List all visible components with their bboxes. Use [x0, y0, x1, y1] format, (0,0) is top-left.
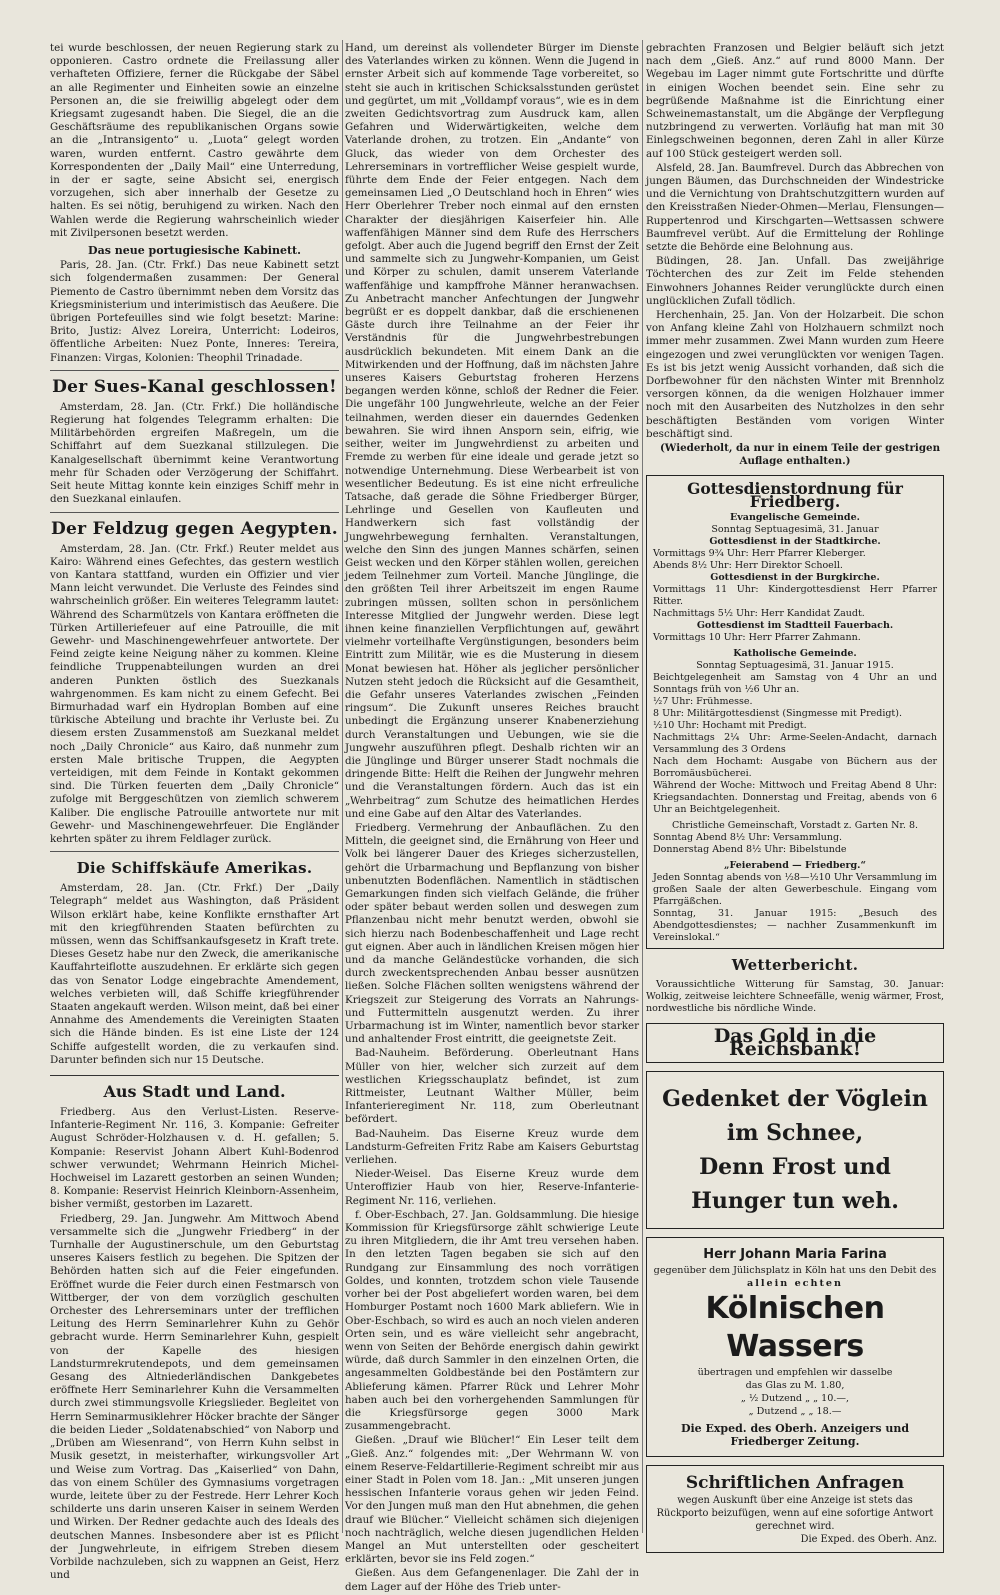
church-date: Sonntag Septuagesimä, 31. Januar — [711, 523, 879, 535]
column-1 — [50, 42, 339, 1583]
divider — [50, 370, 339, 371]
article-text: Amsterdam, 28. Jan. (Ctr. Frkf.) Der „Daily Telegraph“ meldet aus Washington, daß Präsident Wilson erklärt habe, keine Konflikte ernsthafter Art mit den kriegführenden Staaten befürchten zu müssen, wenn das Schiffsankaufsgesetz in Kraft trete. Dieses Gesetz habe nur den Zweck, die amerikanische Kauffahrteiflotte auszudehnen. Er erklärte sich gegen das von Senator Lodge eingebrachte Amendement, welches verbieten will, daß Schiffe kriegführender Staaten angekauft werden. Wilson meint, daß bei einer Annahme des Amendements die Vereinigten Staaten sich die Hände binden. Es ist eine Liste der 124 Schiffe aufgestellt worden, die zu verkaufen sind. Darunter befinden sich nur 15 Deutsche. — [50, 882, 339, 1066]
church-line: Nachmittags 5½ Uhr: Herr Kandidat Zaudt. — [653, 607, 865, 619]
article-text: Nieder-Weisel. Das Eiserne Kreuz wurde dem Unteroffizier Haub von hier, Reserve-Infanterie-Regiment Nr. 116, verliehen. — [345, 1168, 639, 1207]
church-date: Sonntag Septuagesimä, 31. Januar 1915. — [696, 659, 894, 671]
inquiry-notice — [646, 1465, 944, 1553]
weather-heading: Wetterbericht. — [731, 955, 859, 974]
church-subhead: Evangelische Gemeinde. — [730, 511, 860, 523]
column-rule — [642, 40, 643, 1533]
church-subhead: Gottesdienst in der Burgkirche. — [710, 571, 880, 583]
church-line: Vormittags 10 Uhr: Herr Pfarrer Zahmann. — [653, 631, 861, 643]
church-line: Sonntag, 31. Januar 1915: „Besuch des Abendgottesdienstes; — nachher Zusammenkunft im Vereinslokal.“ — [653, 907, 937, 943]
church-subhead: Gottesdienst im Stadtteil Fauerbach. — [696, 619, 894, 631]
church-line: Sonntag Abend 8½ Uhr: Versammlung. — [653, 831, 843, 843]
article-text: tei wurde beschlossen, der neuen Regierung stark zu opponieren. Castro ordnete die Freilassung aller verhafteten Offiziere, ferner die Rückgabe der Säbel an alle Regimenter und Einheiten sowie an einzelne Personen an, die sie freiwillig abgelegt oder dem Kriegsamt zugesandt haben. Die Siegel, die an die Geschäftsräume des republikanischen Organs sowie an die „Intransigento“ u. „Luota“ gelegt worden waren, wurden entfernt. Castro gewährte dem Korrespondenten der „Daily Mail“ eine Unterredung, in der er sagte, seine Absicht sei, energisch vorzugehen, sich aber innerhalb der Gesetze zu halten. Es sei nötig, beruhigend zu wirken. Nach den Wahlen werde die Regierung wahrscheinlich wieder mit Zivilpersonen besetzt werden. — [50, 42, 339, 239]
weather-text: Voraussichtliche Witterung für Samstag, 30. Januar: Wolkig, zeitweise leichtere Schneefälle, wenig wärmer, Frost, nordwestliche bis nördliche Winde. — [646, 978, 944, 1014]
column-2 — [345, 42, 639, 1595]
article-text: Friedberg. Vermehrung der Anbauflächen. Zu den Mitteln, die geeignet sind, die Ernährung von Heer und Volk bei längerer Dauer des Krieges sicherzustellen, gehört die Urbarmachung und Bepflanzung von bisher unbenutzten Bodenflächen. Namentlich in städtischen Gemarkungen finden sich vielfach Gelände, die früher oder später bebaut werden sollen und deswegen zum Pflanzenbau nicht mehr benutzt werden, obwohl sie sich hierzu nach Bodenbeschaffenheit und Lage recht gut eignen. Aber auch in ländlichen Kreisen mögen hier und da manche Geländestücke vorhanden, die sich durch zweckentsprechenden Anbau besser ausnützen ließen. Solche Flächen sollten wenigstens während der Kriegszeit zur Steigerung des Vorrats an Nahrungs- und Futtermitteln ausgenutzt werden. Zu ihrer Urbarmachung ist im Winter, namentlich bevor starker und anhaltender Frost eintritt, die geeignetste Zeit. — [345, 821, 639, 1046]
church-line: Nach dem Hochamt: Ausgabe von Büchern aus der Borromäusbücherei. — [653, 755, 937, 779]
birds-line: Denn Frost und Hunger tun weh. — [691, 1154, 899, 1215]
article-text: Büdingen, 28. Jan. Unfall. Das zweijährige Töchterchen des zur Zeit im Felde stehenden Einwohners Johannes Reider verunglückte durch einen unglücklichen Zufall tödlich. — [646, 255, 944, 307]
church-line: ½7 Uhr: Frühmesse. — [653, 695, 753, 707]
article-heading: Der Feldzug gegen Aegypten. — [51, 518, 338, 539]
divider — [50, 512, 339, 513]
article-text: Gießen. Aus dem Gefangenenlager. Die Zahl der in dem Lager auf der Höhe des Trieb unter- — [345, 1567, 639, 1593]
church-title: Gottesdienstordnung für Friedberg. — [687, 478, 903, 511]
church-line: Abends 8½ Uhr: Herr Direktor Schoell. — [653, 559, 843, 571]
article-heading: Der Sues-Kanal geschlossen! — [52, 376, 337, 397]
article-text: Friedberg. Aus den Verlust-Listen. Reserve-Infanterie-Regiment Nr. 116, 3. Kompanie: Gefreiter August Schröder-Holzhausen v. d. H. gefallen; 5. Kompanie: Reservist Johann Albert Kuhl-Bodenrod schwer verwundet; Wehrmann Heinrich Michel-Hochweisel im Lazarett gestorben an seinen Wunden; 8. Kompanie: Reservist Heinrich Kleinborn-Assenheim, bisher vermißt, gestorben im Lazarett. — [50, 1106, 339, 1211]
advert-line: übertragen und empfehlen wir dasselbe — [697, 1367, 893, 1379]
church-line: Donnerstag Abend 8½ Uhr: Bibelstunde — [653, 843, 847, 855]
church-subhead: Gottesdienst in der Stadtkirche. — [709, 535, 881, 547]
price-line: „ Dutzend „ „ 18.— — [748, 1406, 842, 1418]
farina-advert — [646, 1237, 944, 1457]
advert-name: Herr Johann Maria Farina — [703, 1247, 887, 1263]
article-text: Friedberg, 29. Jan. Jungwehr. Am Mittwoch Abend versammelte sich die „Jungwehr Friedberg“ in der Turnhalle der Augustinerschule, um den Geburtstag unseres Kaisers festlich zu begehen. Die Spitzen der Behörden hatten sich auf die Feier eingefunden. Eröffnet wurde die Feier durch einen Festmarsch von Wittberger, der von dem vorzüglich geschulten Orchester des Lehrerseminars unter der trefflichen Leitung des Herrn Seminarlehrer Kuhn zu Gehör gebracht wurde. Herrn Seminarlehrer Kuhn, gespielt von der Kapelle des hiesigen Landsturmrekrutendepots, und dem gemeinsamen Gesang des Altniederländischen Dankgebetes eröffnete Herr Seminarlehrer Kuhn die Versammelten durch zwei stimmungsvolle Kriegslieder. Begleitet von Herrn Seminarmusiklehrer Höcker brachte der Sänger die beiden Lieder „Soldatenabschied“ von Naborp und „Drüben am Wiesenrand“, von Herrn Kuhn selbst in Musik gesetzt, in meisterhafter, wirkungsvoller Art und Weise zum Vortrag. Das „Kaiserlied“ von Dahn, das von einem Schüler des Gymnasiums vorgetragen wurde, leitete über zu der Festrede. Herr Lehrer Koch schilderte uns darin unseren Kaiser in seinem Werden und Wirken. Der Redner gedachte auch des Ideals des deutschen Mannes. Insbesondere aber ist es Pflicht der Jungwehrleute, in eifrigem Streben diesem Vorbilde nachzuleben, sich zu wappnen an Geist, Herz und — [50, 1212, 339, 1582]
inquiry-title: Schriftlichen Anfragen — [685, 1473, 905, 1494]
birds-advert — [646, 1071, 944, 1229]
church-line: Vormittags 9¾ Uhr: Herr Pfarrer Kleberger. — [653, 547, 866, 559]
inquiry-text: wegen Auskunft über eine Anzeige ist stets das Rückporto beizufügen, wenn auf eine sofortige Antwort gerechnet wird. — [656, 1495, 934, 1533]
article-text: Bad-Nauheim. Beförderung. Oberleutnant Hans Müller von hier, welcher sich zurzeit auf dem westlichen Kriegsschauplatz befindet, ist zum Rittmeister, Leutnant Walther Müller, beim Infanterieregiment Nr. 118, zum Oberleutnant befördert. — [345, 1047, 639, 1126]
church-line: ½10 Uhr: Hochamt mit Predigt. — [653, 719, 807, 731]
article-heading: Die Schiffskäufe Amerikas. — [76, 859, 313, 878]
gold-advert: Das Gold in die Reichsbank! — [646, 1023, 944, 1063]
article-heading: Das neue portugiesische Kabinett. — [88, 244, 301, 258]
advert-line: allein echten — [747, 1278, 843, 1290]
inquiry-sign: Die Exped. des Oberh. Anz. — [800, 1534, 937, 1546]
church-line: Jeden Sonntag abends von ½8—½10 Uhr Versammlung im großen Saale der alten Gewerbeschule. Eingang vom Pfarrgäßchen. — [653, 871, 937, 907]
church-line: Vormittags 11 Uhr: Kindergottesdienst Herr Pfarrer Ritter. — [653, 583, 937, 607]
article-text: Bad-Nauheim. Das Eiserne Kreuz wurde dem Landsturm-Gefreiten Fritz Rabe am Kaisers Geburtstag verliehen. — [345, 1127, 639, 1167]
article-text: Gießen. „Drauf wie Blücher!“ Ein Leser teilt dem „Gieß. Anz.“ folgendes mit: „Der Wehrmann W. von einem Reserve-Feldartillerie-Regiment schreibt mir aus einer Stadt in Polen vom 18. Jan.: „Mit unseren jungen hessischen Infanterie voraus gehen wir jeden Feind. Vor den Jungen muß man den Hut abnehmen, die gehen drauf wie Blücher.“ Vielleicht schämen sich diejenigen noch nachträglich, welche diesen jugendlichen Helden Mangel an Mut unterstellten oder gescheitert erklärten, bevor sie ins Feld zogen.“ — [345, 1434, 639, 1566]
article-text: gebrachten Franzosen und Belgier beläuft sich jetzt nach dem „Gieß. Anz.“ auf rund 8000 Mann. Der Wegebau im Lager nimmt gute Fortschritte und dürfte in einigen Wochen beendet sein. Eine sehr zu begrüßende Maßnahme ist die Einrichtung einer Schweinemastanstalt, um die Abgänge der Verpflegung nutzbringend zu verwerten. Vorläufig hat man mit 30 Einlegschweinen begonnen, deren Zahl in aller Kürze auf 100 Stück gesteigert werden soll. — [646, 42, 944, 160]
price-line: „ ½ Dutzend „ „ 10.—, — [740, 1393, 850, 1405]
article-text: Hand, um dereinst als vollendeter Bürger im Dienste des Vaterlandes wirken zu können. Wenn die Jugend in ernster Arbeit sich auf kommende Tage vorbereitet, so steht sie auch in kritischen Schicksalsstunden gerüstet und gegürtet, um mit „Volldampf voraus“, wie es in dem zweiten Gedichtsvortrag zum Ausdruck kam, allen Gefahren und Widerwärtigkeiten, welche dem Vaterlande drohen, zu trotzen. Ein „Andante“ von Gluck, das wieder von dem Orchester des Lehrerseminars in vortrefflicher Weise gespielt wurde, führte dem Ende der Feier entgegen. Nach dem gemeinsamen Lied „O Deutschland hoch in Ehren“ wies Herr Oberlehrer Treber noch einmal auf den ernsten Charakter der diesjährigen Kaiserfeier hin. Alle waffenfähigen Männer sind dem Rufe des Herrschers gefolgt. Aber auch die Jugend begriff den Ernst der Zeit und sammelte sich zu Jungwehr-Kompanien, um Geist und Körper zu schulen, damit unserem Vaterlande waffenfähige und kampffrohe Männer heranwachsen. Zu Anbetracht mancher Anfechtungen der Jungwehr begrüßt er es doppelt dankbar, daß die erschienenen Gäste durch ihre Teilnahme an der Feier ihr Verständnis für die Jungwehrbestrebungen ausdrücklich bekundeten. Mit einem Dank an die Mitwirkenden und der Hoffnung, daß im nächsten Jahre unseres Kaisers Geburtstag froheren Herzens begangen werden könne, schloß der Redner die Feier. Die ungefähr 100 Jungwehrleute, welche an der Feier teilnahmen, werden dieser ein dauerndes Gedenken bewahren. Sie wird ihnen Ansporn sein, eifrig, wie seither, weiter im Jungwehrdienst zu arbeiten und Fremde zu werben für eine ideale und gerade jetzt so notwendige Unternehmung. Diese Werbearbeit ist von wesentlicher Bedeutung. Es ist eine nicht erfreuliche Tatsache, daß gerade die Söhne Friedberger Bürger, Lehrlinge und Gesellen von Kaufleuten und Handwerkern sich fast vollständig der Jungwehrbewegung fernhalten. Veranstaltungen, welche den Sinn des jungen Mannes schärfen, seinen Geist wecken und den Körper stählen wollen, gereichen jedem Teilnehmer zum Vorteil. Manche Jünglinge, die den größten Teil ihrer Arbeitszeit im engen Raume zubringen müssen, sollten schon in persönlichem Interesse Mitglied der Jungwehr werden. Diese legt ihnen keine finanziellen Verpflichtungen auf, gewährt vielmehr vorteilhafte Vergünstigungen, besonders beim Eintritt zum Militär, wie es die Musterung in diesem Monat bewiesen hat. Höher als jeglicher persönlicher Nutzen steht jedoch die Rücksicht auf die Gesamtheit, die Gefahr unseres Vaterlandes zwischen „Feinden ringsum“. Die Zukunft unseres Reiches braucht unbedingt die Ergänzung unserer Knabenerziehung durch Veranstaltungen und Uebungen, wie sie die Jungwehr auszuführen pflegt. Deshalb richten wir an die Jünglinge und Bürger unserer Stadt nochmals die dringende Bitte: Helft die Reihen der Jungwehr mehren und die Veranstaltungen fördern. Auch das ist ein „Wehrbeitrag“ zum Schutze des heimatlichen Herdes und eine Gabe auf den Altar des Vaterlandes. — [345, 42, 639, 820]
article-text: Paris, 28. Jan. (Ctr. Frkf.) Das neue Kabinett setzt sich folgendermaßen zusammen: Der General Piemento de Castro übernimmt neben dem Vorsitz das Kriegsministerium und interimistisch das Aeußere. Die übrigen Portefeuilles sind wie folgt besetzt: Marine: Brito, Justiz: Alvez Loreira, Unterricht: Lodeiros, öffentliche Arbeiten: Nuez Ponte, Inneres: Tereira, Finanzen: Virgas, Kolonien: Theophil Trinadade. — [50, 259, 339, 364]
birds-line: Gedenket der Vöglein im Schnee, — [662, 1086, 928, 1147]
article-text: Alsfeld, 28. Jan. Baumfrevel. Durch das Abbrechen von jungen Bäumen, das Durchschneiden der Windestricke und die Vernichtung von Drahtschutzgittern wurden auf den Kreisstraßen Nieder-Ohmen—Merlau, Flensungen—Ruppertenrod und Kirschgarten—Wettsassen schwere Baumfrevel verübt. Auf die Ermittelung der Rohlinge setzte die Behörde eine Belohnung aus. — [646, 161, 944, 254]
advert-exped: Die Exped. des Oberh. Anzeigers und Friedberger Zeitung. — [680, 1422, 910, 1449]
article-text: f. Ober-Eschbach, 27. Jan. Goldsammlung. Die hiesige Kommission für Kriegsfürsorge zählt schwierige Leute zu ihren Mitgliedern, die ihr Amt treu versehen haben. In den letzten Tagen begaben sie sich auf den Rundgang zur Einsammlung des noch vorrätigen Goldes, und konnten, trotzdem schon viele Tausende vorher bei der Post abgeliefert worden waren, bei dem Homburger Postamt noch 1600 Mark abliefern. Wie in Ober-Eschbach, so wird es auch an noch vielen anderen Orten sein, und es wäre vielleicht sehr angebracht, wenn von Seiten der Behörde energisch dahin gewirkt würde, daß durch Sammler in den einzelnen Orten, die angesammelten Goldbestände bei den Postämtern zur Ablieferung kämen. Pfarrer Rück und Lehrer Mohr haben auch bei den vorhergehenden Sammlungen für die Kriegsfürsorge gegen 3000 Mark zusammengebracht. — [345, 1208, 639, 1433]
advert-line: gegenüber dem Jülichsplatz in Köln hat uns den Debit des — [653, 1265, 937, 1277]
article-text: Amsterdam, 28. Jan. (Ctr. Frkf.) Reuter meldet aus Kairo: Während eines Gefechtes, das gestern westlich von Kantara stattfand, wurden ein Offizier und vier Mann leicht verwundet. Die Verluste des Feindes sind wahrscheinlich größer. Ein weiteres Telegramm lautet: Während des Scharmützels von Kantara eröffneten die Türken Artilleriefeuer auf eine Patrouille, die mit Gewehr- und Maschinengewehrfeuer antwortete. Der Feind zeigte keine Neigung näher zu kommen. Kleine feindliche Truppenabteilungen wurden an drei anderen Punkten östlich des Suezkanals wahrgenommen. Es kam nicht zu einem Gefecht. Bei Birmurhadad warf ein Hydroplan Bomben auf eine türkische Abteilung und brachte ihr Verluste bei. Zu diesem ersten Zusammenstoß am Suezkanal meldet noch „Daily Chronicle“ aus Kairo, daß nunmehr zum ersten Male britische Truppen, die Aegypten verteidigen, mit dem Feinde in Kontakt gekommen sind. Die Türken feuerten dem „Daily Chronicle“ zufolge mit Berggeschützen von ziemlich schwerem Kaliber. Die englische Patrouille antwortete nur mit Gewehr- und Maschinengewehrfeuer. Die Engländer kehrten später zu ihrem Feldlager zurück. — [50, 542, 339, 845]
column-3 — [646, 42, 944, 1561]
church-line: Nachmittags 2¼ Uhr: Arme-Seelen-Andacht, darnach Versammlung des 3 Ordens — [653, 731, 937, 755]
church-line: 8 Uhr: Militärgottesdienst (Singmesse mit Predigt). — [653, 707, 902, 719]
church-line: Beichtgelegenheit am Samstag von 4 Uhr an und Sonntags früh von ½6 Uhr an. — [653, 671, 937, 695]
advert-product: Kölnischen Wassers — [705, 1291, 885, 1365]
price-line: das Glas zu M. 1.80, — [745, 1380, 845, 1392]
note: (Wiederholt, da nur in einem Teile der gestrigen Auflage enthalten.) — [659, 442, 941, 468]
article-text: Herchenhain, 25. Jan. Von der Holzarbeit. Die schon von Anfang kleine Zahl von Holzhauern schmilzt noch immer mehr zusammen. Zwei Mann wurden zum Heere eingezogen und zwei verunglückten vor wenigen Tagen. Es ist bis jetzt wenig Aussicht vorhanden, daß sich die Dorfbewohner für den nächsten Winter mit Brennholz versorgen können, da die wenigen Holzhauer immer noch mit den Ausarbeiten des Nutzholzes in den sehr beschäftigten Beständen vom vorigen Winter beschäftigt sind. — [646, 309, 944, 440]
column-rule — [342, 40, 343, 1533]
church-subhead: Katholische Gemeinde. — [733, 647, 857, 659]
church-line: Während der Woche: Mittwoch und Freitag Abend 8 Uhr: Kriegsandachten. Donnerstag und Freitag, abends von 6 Uhr an Beichtgelegenheit. — [653, 779, 937, 815]
divider — [50, 851, 339, 852]
section-heading: Aus Stadt und Land. — [50, 1075, 339, 1102]
church-schedule — [646, 475, 944, 949]
article-text: Amsterdam, 28. Jan. (Ctr. Frkf.) Die holländische Regierung hat folgendes Telegramm erhalten: Die Militärbehörden ergreifen Maßregeln, um die Schiffahrt auf dem Suezkanal stillzulegen. Die Kanalgesellschaft übernimmt keine Verantwortung mehr für Schaden oder Verzögerung der Schiffahrt. Seit heute Mittag konnte kein einziges Schiff mehr in den Suezkanal einlaufen. — [50, 400, 339, 506]
church-subhead: Christliche Gemeinschaft, Vorstadt z. Garten Nr. 8. — [671, 819, 919, 831]
church-subhead: „Feierabend — Friedberg.“ — [724, 859, 866, 871]
